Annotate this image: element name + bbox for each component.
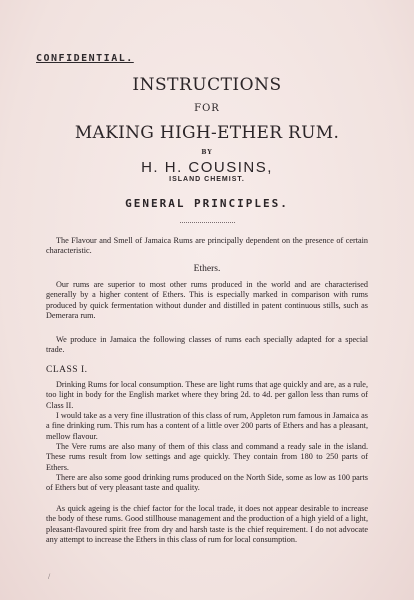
section-title: GENERAL PRINCIPLES. xyxy=(125,197,289,210)
class-1-paragraph-4: There are also some good drinking rums produced on the North Side, some as low as 100 parts of Ethers but of very pleasant taste and quality. xyxy=(46,473,368,493)
ethers-paragraph-2: We produce in Jamaica the following classes of rums each specially adapted for a special trade. xyxy=(46,335,368,355)
ethers-heading: Ethers. xyxy=(193,264,221,274)
author-name: H. H. COUSINS, xyxy=(141,159,273,176)
author-title: ISLAND CHEMIST. xyxy=(169,176,245,183)
class-1-paragraph-5: As quick ageing is the chief factor for the local trade, it does not appear desirable to increase the body of these rums. Good stillhouse management and the production of a high yield of a light, pleasant-flavoured spirit free from dry and harsh taste is the chief requirement. I do not advocate any attempt to increase the Ethers in this class of rum for local consumption. xyxy=(46,504,368,545)
pencil-mark: / xyxy=(48,572,51,581)
class-1-heading: CLASS I. xyxy=(46,365,88,375)
intro-paragraph: The Flavour and Smell of Jamaica Rums are principally dependent on the presence of certain characteristic. xyxy=(46,236,368,256)
class-1-paragraph-2: I would take as a very fine illustration of this class of rum, Appleton rum famous in Jamaica as a fine drinking rum. This rum has a content of a little over 200 parts of Ethers and has a pleasant, mellow flavour. xyxy=(46,411,368,441)
class-1-paragraph-3: The Vere rums are also many of them of this class and command a ready sale in the island. These rums result from low settings and age quickly. They contain from 180 to 250 parts of Ethers. xyxy=(46,442,368,472)
title-for: FOR xyxy=(194,103,220,114)
ethers-paragraph-1: Our rums are superior to most other rums produced in the world and are characterised generally by a higher content of Ethers. This is especially marked in comparison with rums produced by quick fermentation without dunder and distilled in patent continuous stills, such as Demerara rum. xyxy=(46,280,368,321)
title-making-high-ether-rum: MAKING HIGH-ETHER RUM. xyxy=(74,123,340,143)
confidential-stamp: CONFIDENTIAL. xyxy=(36,53,134,64)
class-1-paragraph-1: Drinking Rums for local consumption. These are light rums that age quickly and are, as a rule, too light in body for the English market where they bring 2d. to 4d. per gallon less than rums of Class II. xyxy=(46,380,368,410)
by-label: BY xyxy=(201,149,213,156)
divider xyxy=(180,222,235,223)
title-instructions: INSTRUCTIONS xyxy=(132,75,282,95)
